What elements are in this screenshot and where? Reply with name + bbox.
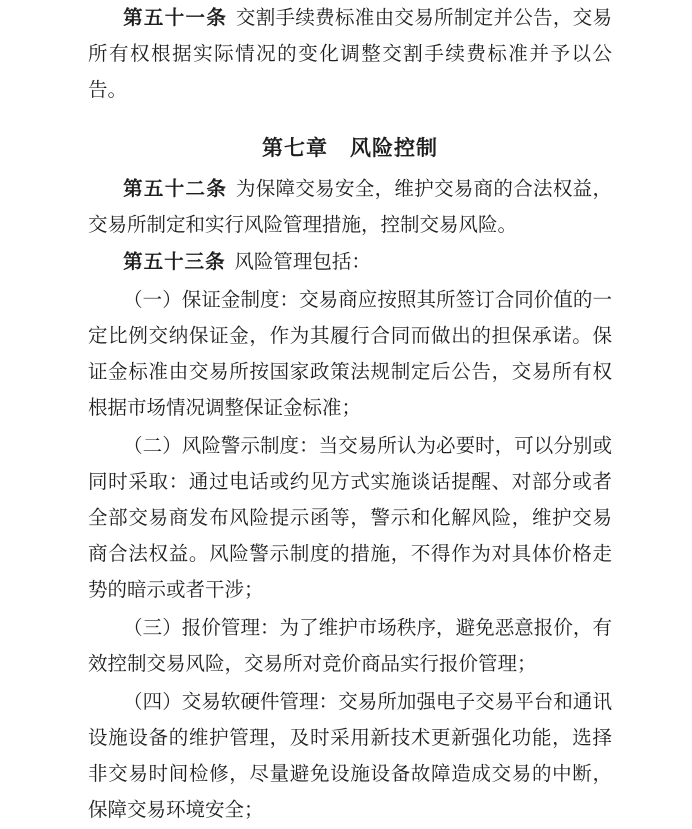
risk-item-3-quote-management: （三）报价管理：为了维护市场秩序，避免恶意报价，有效控制交易风险，交易所对竞价商品实行报价管理； — [88, 618, 612, 675]
article-51-text: 交割手续费标准由交易所制定并公告，交易所有权根据实际情况的变化调整交割手续费标准并予以公告。 — [88, 8, 612, 101]
risk-item-2-warning-system: （二）风险警示制度：当交易所认为必要时，可以分别或同时采取：通过电话或约见方式实施谈话提醒、对部分或者全部交易商发布风险提示函等，警示和化解风险，维护交易商合法权益。风险警示制度的措施，不得作为对具体价格走势的暗示或者干涉； — [88, 436, 612, 601]
article-52-text: 为保障交易安全，维护交易商的合法权益，交易所制定和实行风险管理措施，控制交易风险。 — [88, 179, 612, 236]
article-51-number: 第五十一条 — [123, 7, 228, 29]
article-53-paragraph — [88, 244, 612, 281]
article-51-paragraph — [88, 0, 612, 109]
risk-item-4-hardware-software-management: （四）交易软硬件管理：交易所加强电子交易平台和通讯设施设备的维护管理，及时采用新技术更新强化功能，选择非交易时间检修，尽量避免设施设备故障造成交易的中断，保障交易环境安全； — [88, 692, 612, 821]
chapter-heading: 第七章 风险控制 — [262, 137, 438, 160]
article-53-text: 风险管理包括： — [234, 252, 371, 273]
article-52-paragraph — [88, 171, 612, 244]
article-53-number: 第五十三条 — [123, 251, 226, 273]
article-52-number: 第五十二条 — [123, 178, 228, 200]
risk-item-1-margin-system: （一）保证金制度：交易商应按照其所签订合同价值的一定比例交纳保证金，作为其履行合同而做出的担保承诺。保证金标准由交易所按国家政策法规制定后公告，交易所有权根据市场情况调整保证金标准； — [88, 290, 612, 419]
